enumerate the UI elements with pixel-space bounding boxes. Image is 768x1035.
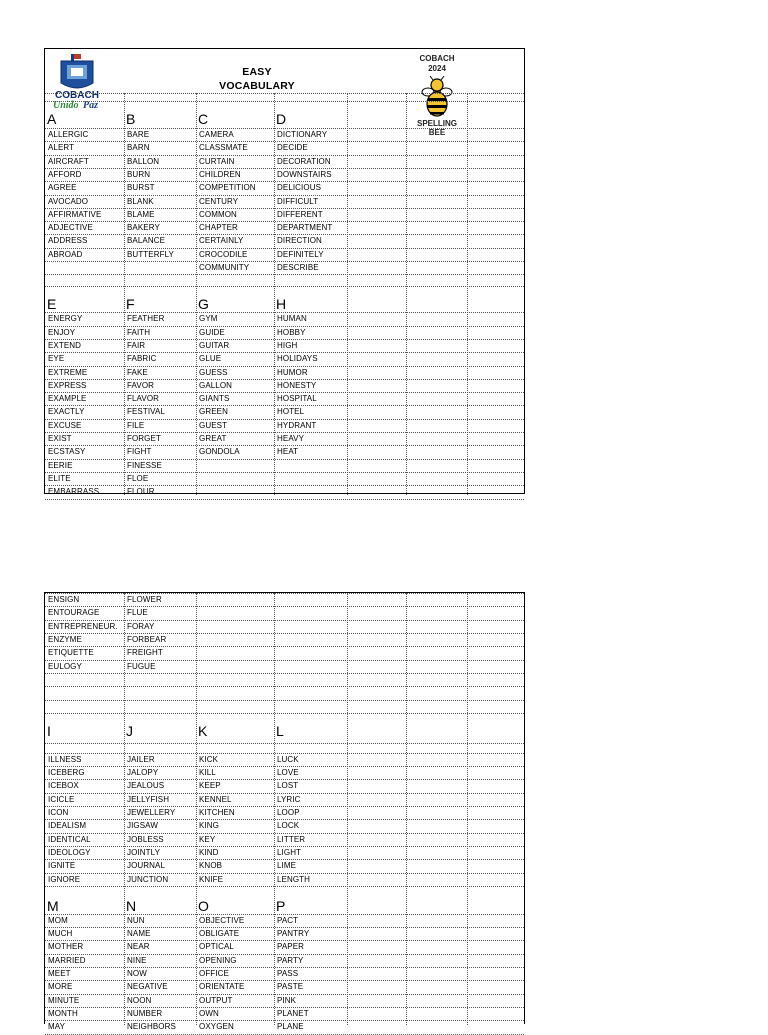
grid-row-line xyxy=(45,686,524,687)
vocabulary-word: GREEN xyxy=(199,407,228,417)
vocabulary-word: DECIDE xyxy=(277,143,308,153)
vocabulary-word: OXYGEN xyxy=(199,1022,234,1032)
vocabulary-word: FORAY xyxy=(127,621,155,631)
vocabulary-word: OPENING xyxy=(199,955,237,965)
letter-header: M xyxy=(47,897,59,914)
vocabulary-word: FAIR xyxy=(127,340,146,350)
vocabulary-word: LITTER xyxy=(277,834,306,844)
grid-row-line xyxy=(45,646,524,647)
vocabulary-word: EERIE xyxy=(48,460,73,470)
vocabulary-word: PINK xyxy=(277,995,297,1005)
grid-row-line xyxy=(45,593,524,594)
vocabulary-word: CURTAIN xyxy=(199,156,235,166)
vocabulary-word: LIME xyxy=(277,861,297,871)
vocabulary-word: KING xyxy=(199,821,219,831)
vocabulary-word: JALOPY xyxy=(127,768,159,778)
vocabulary-word: LIGHT xyxy=(277,847,302,857)
vocabulary-word: CENTURY xyxy=(199,196,239,206)
letter-header: I xyxy=(47,722,51,739)
vocabulary-word: EXTEND xyxy=(48,340,82,350)
vocabulary-word: GREAT xyxy=(199,434,227,443)
vocabulary-word: KNOB xyxy=(199,861,223,871)
vocabulary-word: FORGET xyxy=(127,434,161,443)
vocabulary-word: ALERT xyxy=(48,143,75,153)
vocabulary-word: IDEALISM xyxy=(48,821,87,831)
vocabulary-word: AGREE xyxy=(48,183,77,193)
vocabulary-word: ICEBERG xyxy=(48,768,85,778)
vocabulary-word: DICTIONARY xyxy=(277,130,328,139)
grid-column-line xyxy=(124,93,125,495)
vocabulary-word: DIFFERENT xyxy=(277,209,323,219)
vocabulary-word: JAILER xyxy=(127,754,155,764)
vocabulary-word: DECORATION xyxy=(277,156,331,166)
grid-row-line xyxy=(45,101,524,102)
vocabulary-word: FABRIC xyxy=(127,354,157,364)
vocabulary-word: GLUE xyxy=(199,354,222,364)
vocabulary-word: FAKE xyxy=(127,367,148,377)
vocabulary-word: DIRECTION xyxy=(277,236,322,246)
vocabulary-word: DESCRIBE xyxy=(277,263,319,272)
vocabulary-word: PASS xyxy=(277,969,299,978)
vocabulary-word: CHILDREN xyxy=(199,169,241,179)
svg-text:COBACH: COBACH xyxy=(55,90,99,101)
vocabulary-word: BARN xyxy=(127,143,150,153)
grid-column-line xyxy=(467,93,468,495)
vocabulary-word: ENTREPRENEUR. xyxy=(48,621,118,631)
letter-header: E xyxy=(47,296,57,313)
vocabulary-word: BURST xyxy=(127,183,155,193)
vocabulary-word: GUESS xyxy=(199,367,228,377)
vocabulary-word: OWN xyxy=(199,1008,219,1018)
vocabulary-word: ADJECTIVE xyxy=(48,223,93,233)
vocabulary-word: GONDOLA xyxy=(199,447,240,457)
vocabulary-word: NEIGHBORS xyxy=(127,1022,176,1032)
vocabulary-word: LOVE xyxy=(277,768,299,778)
svg-text:Unido: Unido xyxy=(53,100,79,111)
letter-header: D xyxy=(276,111,287,127)
vocabulary-word: ICICLE xyxy=(48,794,75,804)
letter-header: K xyxy=(198,722,208,739)
vocabulary-word: ENERGY xyxy=(48,314,83,324)
vocabulary-word: KENNEL xyxy=(199,794,232,804)
vocabulary-word: ILLNESS xyxy=(48,754,82,764)
vocabulary-word: MOM xyxy=(48,915,68,925)
vocabulary-word: ABROAD xyxy=(48,249,83,259)
vocabulary-word: JEWELLERY xyxy=(127,808,176,817)
vocabulary-word: LENGTH xyxy=(277,874,311,884)
vocabulary-word: DOWNSTAIRS xyxy=(277,169,332,179)
vocabulary-word: MARRIED xyxy=(48,955,86,965)
vocabulary-word: HOTEL xyxy=(277,407,305,417)
vocabulary-word: ENTOURAGE xyxy=(48,608,100,618)
vocabulary-word: GALLON xyxy=(199,380,233,390)
vocabulary-word: FEATHER xyxy=(127,314,165,324)
letter-header: A xyxy=(47,111,57,127)
vocabulary-word: DEPARTMENT xyxy=(277,223,333,233)
grid-row-line xyxy=(45,743,524,744)
letter-header: J xyxy=(126,722,133,739)
vocabulary-word: FLAVOR xyxy=(127,394,160,404)
vocabulary-word: KEY xyxy=(199,834,216,844)
vocabulary-word: BURN xyxy=(127,169,151,179)
grid-row-line xyxy=(45,472,524,473)
letter-header: G xyxy=(198,296,209,313)
vocabulary-word: OPTICAL xyxy=(199,942,234,952)
vocabulary-word: PLANE xyxy=(277,1022,304,1032)
vocabulary-word: FILE xyxy=(127,420,145,430)
vocabulary-word: LOOP xyxy=(277,808,300,817)
vocabulary-word: GYM xyxy=(199,314,218,324)
grid-column-line xyxy=(274,593,275,1025)
vocabulary-word: EXACTLY xyxy=(48,407,85,417)
vocabulary-word: HYDRANT xyxy=(277,420,317,430)
vocabulary-word: ADDRESS xyxy=(48,236,88,246)
vocabulary-word: PASTE xyxy=(277,982,304,992)
grid-column-line xyxy=(467,593,468,1025)
letter-header: N xyxy=(126,897,137,914)
vocabulary-word: JEALOUS xyxy=(127,781,165,791)
vocabulary-word: KILL xyxy=(199,768,216,778)
letter-header: F xyxy=(126,296,135,313)
grid-row-line xyxy=(45,286,524,287)
vocabulary-word: MINUTE xyxy=(48,995,80,1005)
vocabulary-word: IDEOLOGY xyxy=(48,847,91,857)
grid-row-line xyxy=(45,660,524,661)
vocabulary-word: LUCK xyxy=(277,754,299,764)
vocabulary-word: HUMOR xyxy=(277,367,308,377)
vocabulary-word: EULOGY xyxy=(48,661,82,671)
vocabulary-word: KICK xyxy=(199,754,219,764)
vocabulary-word: FLOUR xyxy=(127,487,155,497)
grid-column-line xyxy=(406,593,407,1025)
grid-row-line xyxy=(45,499,524,500)
vocabulary-word: BALANCE xyxy=(127,236,166,246)
vocabulary-sheet-1 xyxy=(44,48,525,497)
vocabulary-word: HUMAN xyxy=(277,314,307,324)
vocabulary-word: MONTH xyxy=(48,1008,78,1018)
vocabulary-word: FINESSE xyxy=(127,460,162,470)
vocabulary-word: ECSTASY xyxy=(48,447,86,457)
grid-column-line xyxy=(274,93,275,495)
vocabulary-word: BALLON xyxy=(127,156,160,166)
grid-column-line xyxy=(196,93,197,495)
vocabulary-word: FAITH xyxy=(127,327,151,337)
vocabulary-word: EXCUSE xyxy=(48,420,82,430)
vocabulary-word: KITCHEN xyxy=(199,808,235,817)
vocabulary-word: ENZYME xyxy=(48,634,82,644)
vocabulary-word: HEAT xyxy=(277,447,299,457)
grid-column-line xyxy=(196,593,197,1025)
vocabulary-word: CERTAINLY xyxy=(199,236,244,246)
grid-row-line xyxy=(45,673,524,674)
vocabulary-word: JOINTLY xyxy=(127,847,161,857)
letter-header: B xyxy=(126,111,136,127)
grid-row-line xyxy=(45,633,524,634)
vocabulary-word: PLANET xyxy=(277,1008,309,1018)
vocabulary-word: BARE xyxy=(127,130,150,139)
letter-header: L xyxy=(276,722,284,739)
vocabulary-word: JIGSAW xyxy=(127,821,158,831)
vocabulary-word: JOBLESS xyxy=(127,834,164,844)
vocabulary-word: ALLERGIC xyxy=(48,130,89,139)
vocabulary-word: NUN xyxy=(127,915,145,925)
grid-row-line xyxy=(45,700,524,701)
vocabulary-word: DIFFICULT xyxy=(277,196,319,206)
vocabulary-word: HEAVY xyxy=(277,434,305,443)
grid-row-line xyxy=(45,485,524,486)
vocabulary-word: OUTPUT xyxy=(199,995,233,1005)
vocabulary-word: HONESTY xyxy=(277,380,317,390)
grid-column-line xyxy=(124,593,125,1025)
vocabulary-word: IDENTICAL xyxy=(48,834,91,844)
grid-row-line xyxy=(45,93,524,94)
vocabulary-word: OFFICE xyxy=(199,969,229,978)
vocabulary-word: FORBEAR xyxy=(127,634,167,644)
vocabulary-word: ICON xyxy=(48,808,69,817)
vocabulary-word: DELICIOUS xyxy=(277,183,322,193)
vocabulary-word: FREIGHT xyxy=(127,648,163,658)
vocabulary-word: AFFIRMATIVE xyxy=(48,209,102,219)
grid-row-line xyxy=(45,274,524,275)
vocabulary-word: DEFINITELY xyxy=(277,249,324,259)
vocabulary-word: JELLYFISH xyxy=(127,794,170,804)
vocabulary-word: GIANTS xyxy=(199,394,230,404)
vocabulary-word: LOST xyxy=(277,781,299,791)
vocabulary-word: LYRIC xyxy=(277,794,301,804)
grid-column-line xyxy=(406,93,407,495)
vocabulary-word: COMPETITION xyxy=(199,183,256,193)
vocabulary-word: ENJOY xyxy=(48,327,76,337)
vocabulary-word: COMMUNITY xyxy=(199,263,250,272)
grid-row-line xyxy=(45,459,524,460)
vocabulary-word: GUIDE xyxy=(199,327,225,337)
vocabulary-word: FESTIVAL xyxy=(127,407,165,417)
vocabulary-word: KEEP xyxy=(199,781,221,791)
grid-row-line xyxy=(45,1034,524,1035)
vocabulary-word: KIND xyxy=(199,847,219,857)
vocabulary-word: GUITAR xyxy=(199,340,230,350)
vocabulary-word: EXPRESS xyxy=(48,380,87,390)
vocabulary-word: PAPER xyxy=(277,942,305,952)
vocabulary-word: AVOCADO xyxy=(48,196,89,206)
svg-text:Paz: Paz xyxy=(83,100,98,111)
vocabulary-word: CROCODILE xyxy=(199,249,248,259)
vocabulary-word: LOCK xyxy=(277,821,300,831)
vocabulary-word: EXIST xyxy=(48,434,72,443)
vocabulary-word: PANTRY xyxy=(277,929,310,939)
vocabulary-word: MORE xyxy=(48,982,73,992)
vocabulary-word: ENSIGN xyxy=(48,595,80,604)
vocabulary-word: NEGATIVE xyxy=(127,982,168,992)
vocabulary-word: FIGHT xyxy=(127,447,152,457)
letter-header: O xyxy=(198,897,209,914)
vocabulary-word: EYE xyxy=(48,354,65,364)
letter-header: P xyxy=(276,897,286,914)
vocabulary-word: MUCH xyxy=(48,929,73,939)
vocabulary-word: JUNCTION xyxy=(127,874,169,884)
vocabulary-word: IGNITE xyxy=(48,861,76,871)
vocabulary-word: IGNORE xyxy=(48,874,81,884)
vocabulary-word: NUMBER xyxy=(127,1008,163,1018)
vocabulary-word: EXAMPLE xyxy=(48,394,87,404)
vocabulary-word: CAMERA xyxy=(199,130,234,139)
vocabulary-word: CLASSMATE xyxy=(199,143,248,153)
grid-column-line xyxy=(347,593,348,1025)
vocabulary-word: COMMON xyxy=(199,209,237,219)
vocabulary-word: HIGH xyxy=(277,340,298,350)
grid-row-line xyxy=(45,886,524,887)
vocabulary-word: OBJECTIVE xyxy=(199,915,245,925)
grid-row-line xyxy=(45,606,524,607)
vocabulary-word: NEAR xyxy=(127,942,150,952)
vocabulary-word: MAY xyxy=(48,1022,66,1032)
vocabulary-word: ELITE xyxy=(48,473,71,483)
vocabulary-word: FUGUE xyxy=(127,661,156,671)
vocabulary-sheet-2 xyxy=(44,592,525,1032)
vocabulary-word: KNIFE xyxy=(199,874,224,884)
vocabulary-word: FLUE xyxy=(127,608,148,618)
vocabulary-word: CHAPTER xyxy=(199,223,238,233)
vocabulary-word: ICEBOX xyxy=(48,781,79,791)
vocabulary-word: JOURNAL xyxy=(127,861,166,871)
letter-header: H xyxy=(276,296,287,313)
vocabulary-word: ETIQUETTE xyxy=(48,648,94,658)
vocabulary-word: FAVOR xyxy=(127,380,155,390)
vocabulary-word: AFFORD xyxy=(48,169,82,179)
vocabulary-word: EMBARRASS xyxy=(48,487,100,497)
vocabulary-word: PARTY xyxy=(277,955,304,965)
vocabulary-word: GUEST xyxy=(199,420,228,430)
vocabulary-word: AIRCRAFT xyxy=(48,156,89,166)
vocabulary-word: MOTHER xyxy=(48,942,84,952)
vocabulary-word: OBLIGATE xyxy=(199,929,240,939)
vocabulary-word: NINE xyxy=(127,955,147,965)
vocabulary-word: FLOWER xyxy=(127,595,162,604)
vocabulary-word: ORIENTATE xyxy=(199,982,245,992)
vocabulary-word: NAME xyxy=(127,929,151,939)
vocabulary-word: EXTREME xyxy=(48,367,88,377)
vocabulary-word: HOLIDAYS xyxy=(277,354,318,364)
grid-row-line xyxy=(45,713,524,714)
page-title: EASY VOCABULARY xyxy=(219,66,295,92)
vocabulary-word: HOSPITAL xyxy=(277,394,317,404)
vocabulary-word: BLAME xyxy=(127,209,155,219)
letter-header: C xyxy=(198,111,209,127)
vocabulary-word: NOW xyxy=(127,969,147,978)
vocabulary-word: PACT xyxy=(277,915,299,925)
vocabulary-word: HOBBY xyxy=(277,327,306,337)
vocabulary-word: BLANK xyxy=(127,196,154,206)
vocabulary-word: BUTTERFLY xyxy=(127,249,174,259)
vocabulary-word: NOON xyxy=(127,995,152,1005)
vocabulary-word: FLOE xyxy=(127,473,149,483)
bee-icon xyxy=(421,76,453,118)
vocabulary-word: MEET xyxy=(48,969,71,978)
vocabulary-word: BAKERY xyxy=(127,223,160,233)
cobach-2024-spelling-bee-logo: COBACH 2024 SPELLING BEE xyxy=(403,51,471,137)
grid-column-line xyxy=(347,93,348,495)
